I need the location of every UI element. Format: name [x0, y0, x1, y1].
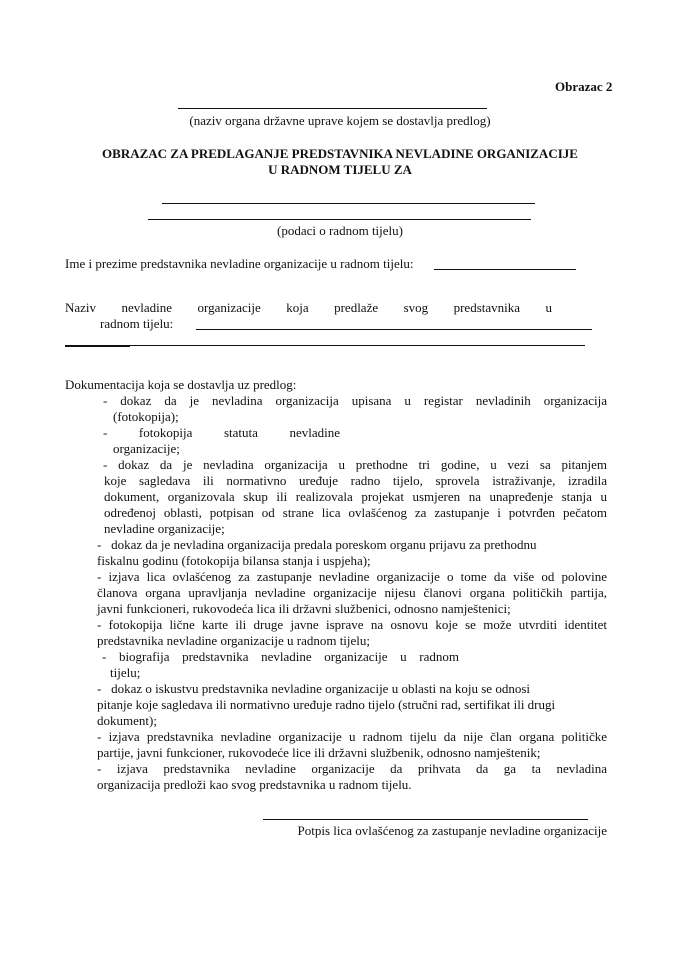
list-item: (fotokopija);: [113, 409, 179, 424]
list-item: - fotokopija lične karte ili druge javne isprave na osnovu koje se može utvrditi identitet: [97, 617, 607, 632]
signature-caption: Potpis lica ovlašćenog za zastupanje nevladine organizacije: [297, 823, 607, 838]
body-info-line-1[interactable]: [162, 203, 535, 204]
form-title-line-2: U RADNOM TIJELU ZA: [268, 162, 412, 177]
org-name-field[interactable]: [196, 329, 592, 330]
org-name-label-2: radnom tijelu:: [100, 316, 174, 331]
form-number: Obrazac 2: [555, 79, 613, 94]
list-item: - izjava predstavnika nevladine organizacije u radnom tijelu da nije član organa političke: [97, 729, 607, 744]
list-item: nevladine organizacije;: [104, 521, 225, 536]
list-item: fiskalnu godinu (fotokopija bilansa stanja i uspjeha);: [97, 553, 371, 568]
org-name-field-short: [65, 346, 130, 347]
list-item: - dokaz o iskustvu predstavnika nevladine organizacije u oblasti na koju se odnosi: [97, 681, 530, 696]
list-item: - biografija predstavnika nevladine organizacije u radnom: [102, 649, 459, 664]
representative-name-field[interactable]: [434, 269, 576, 270]
representative-name-label: Ime i prezime predstavnika nevladine organizacije u radnom tijelu:: [65, 256, 414, 271]
organ-name-line[interactable]: [178, 108, 487, 109]
list-item: - izjava predstavnika nevladine organizacije da prihvata da ga ta nevladina: [97, 761, 607, 776]
signature-line[interactable]: [263, 819, 588, 820]
list-item: partije, javni funkcioner, rukovodeće lice ili državni službenik, odnosno namještenik;: [97, 745, 541, 760]
list-item: koje sagledava ili normativno uređuje radno tijelo, sprovela istraživanje, izradila: [104, 473, 607, 488]
list-item: organizacija predloži kao svog predstavnika u radnom tijelu.: [97, 777, 412, 792]
body-info-line-2[interactable]: [148, 219, 531, 220]
list-item: članova organa upravljanja nevladine organizacije nijesu članovi organa političkih partija,: [97, 585, 607, 600]
list-item: organizacije;: [113, 441, 180, 456]
org-name-field-2[interactable]: [65, 345, 585, 346]
org-name-label: Naziv nevladine organizacije koja predlaže svog predstavnika u: [65, 300, 552, 315]
organ-caption: (naziv organa državne uprave kojem se dostavlja predlog): [189, 113, 491, 128]
docs-heading: Dokumentacija koja se dostavlja uz predlog:: [65, 377, 297, 392]
body-caption: (podaci o radnom tijelu): [277, 223, 403, 238]
list-item: - izjava lica ovlašćenog za zastupanje nevladine organizacije o tome da više od polovine: [97, 569, 607, 584]
list-item: - fotokopija statuta nevladine: [103, 425, 340, 440]
form-title-line-1: OBRAZAC ZA PREDLAGANJE PREDSTAVNIKA NEVLADINE ORGANIZACIJE: [102, 146, 578, 161]
list-item: pitanje koje sagledava ili normativno uređuje radno tijelo (stručni rad, sertifikat ili drugi: [97, 697, 556, 712]
list-item: određenoj oblasti, potpisan od strane lica ovlašćenog za zastupanje i potvrđen pečatom: [104, 505, 607, 520]
list-item: dokument, organizovala skup ili realizovala projekat usmjeren na unapređenje stanja u: [104, 489, 607, 504]
list-item: javni funkcioneri, rukovodeća lica ili državni službenici, odnosno namještenici;: [97, 601, 511, 616]
list-item: tijelu;: [110, 665, 141, 680]
list-item: predstavnika nevladine organizacije u radnom tijelu;: [97, 633, 371, 648]
list-item: - dokaz da je nevladina organizacija upisana u registar nevladinih organizacija: [103, 393, 607, 408]
list-item: - dokaz da je nevladina organizacija predala poreskom organu prijavu za prethodnu: [97, 537, 537, 552]
list-item: - dokaz da je nevladina organizacija u prethodne tri godine, u vezi sa pitanjem: [103, 457, 607, 472]
list-item: dokument);: [97, 713, 157, 728]
